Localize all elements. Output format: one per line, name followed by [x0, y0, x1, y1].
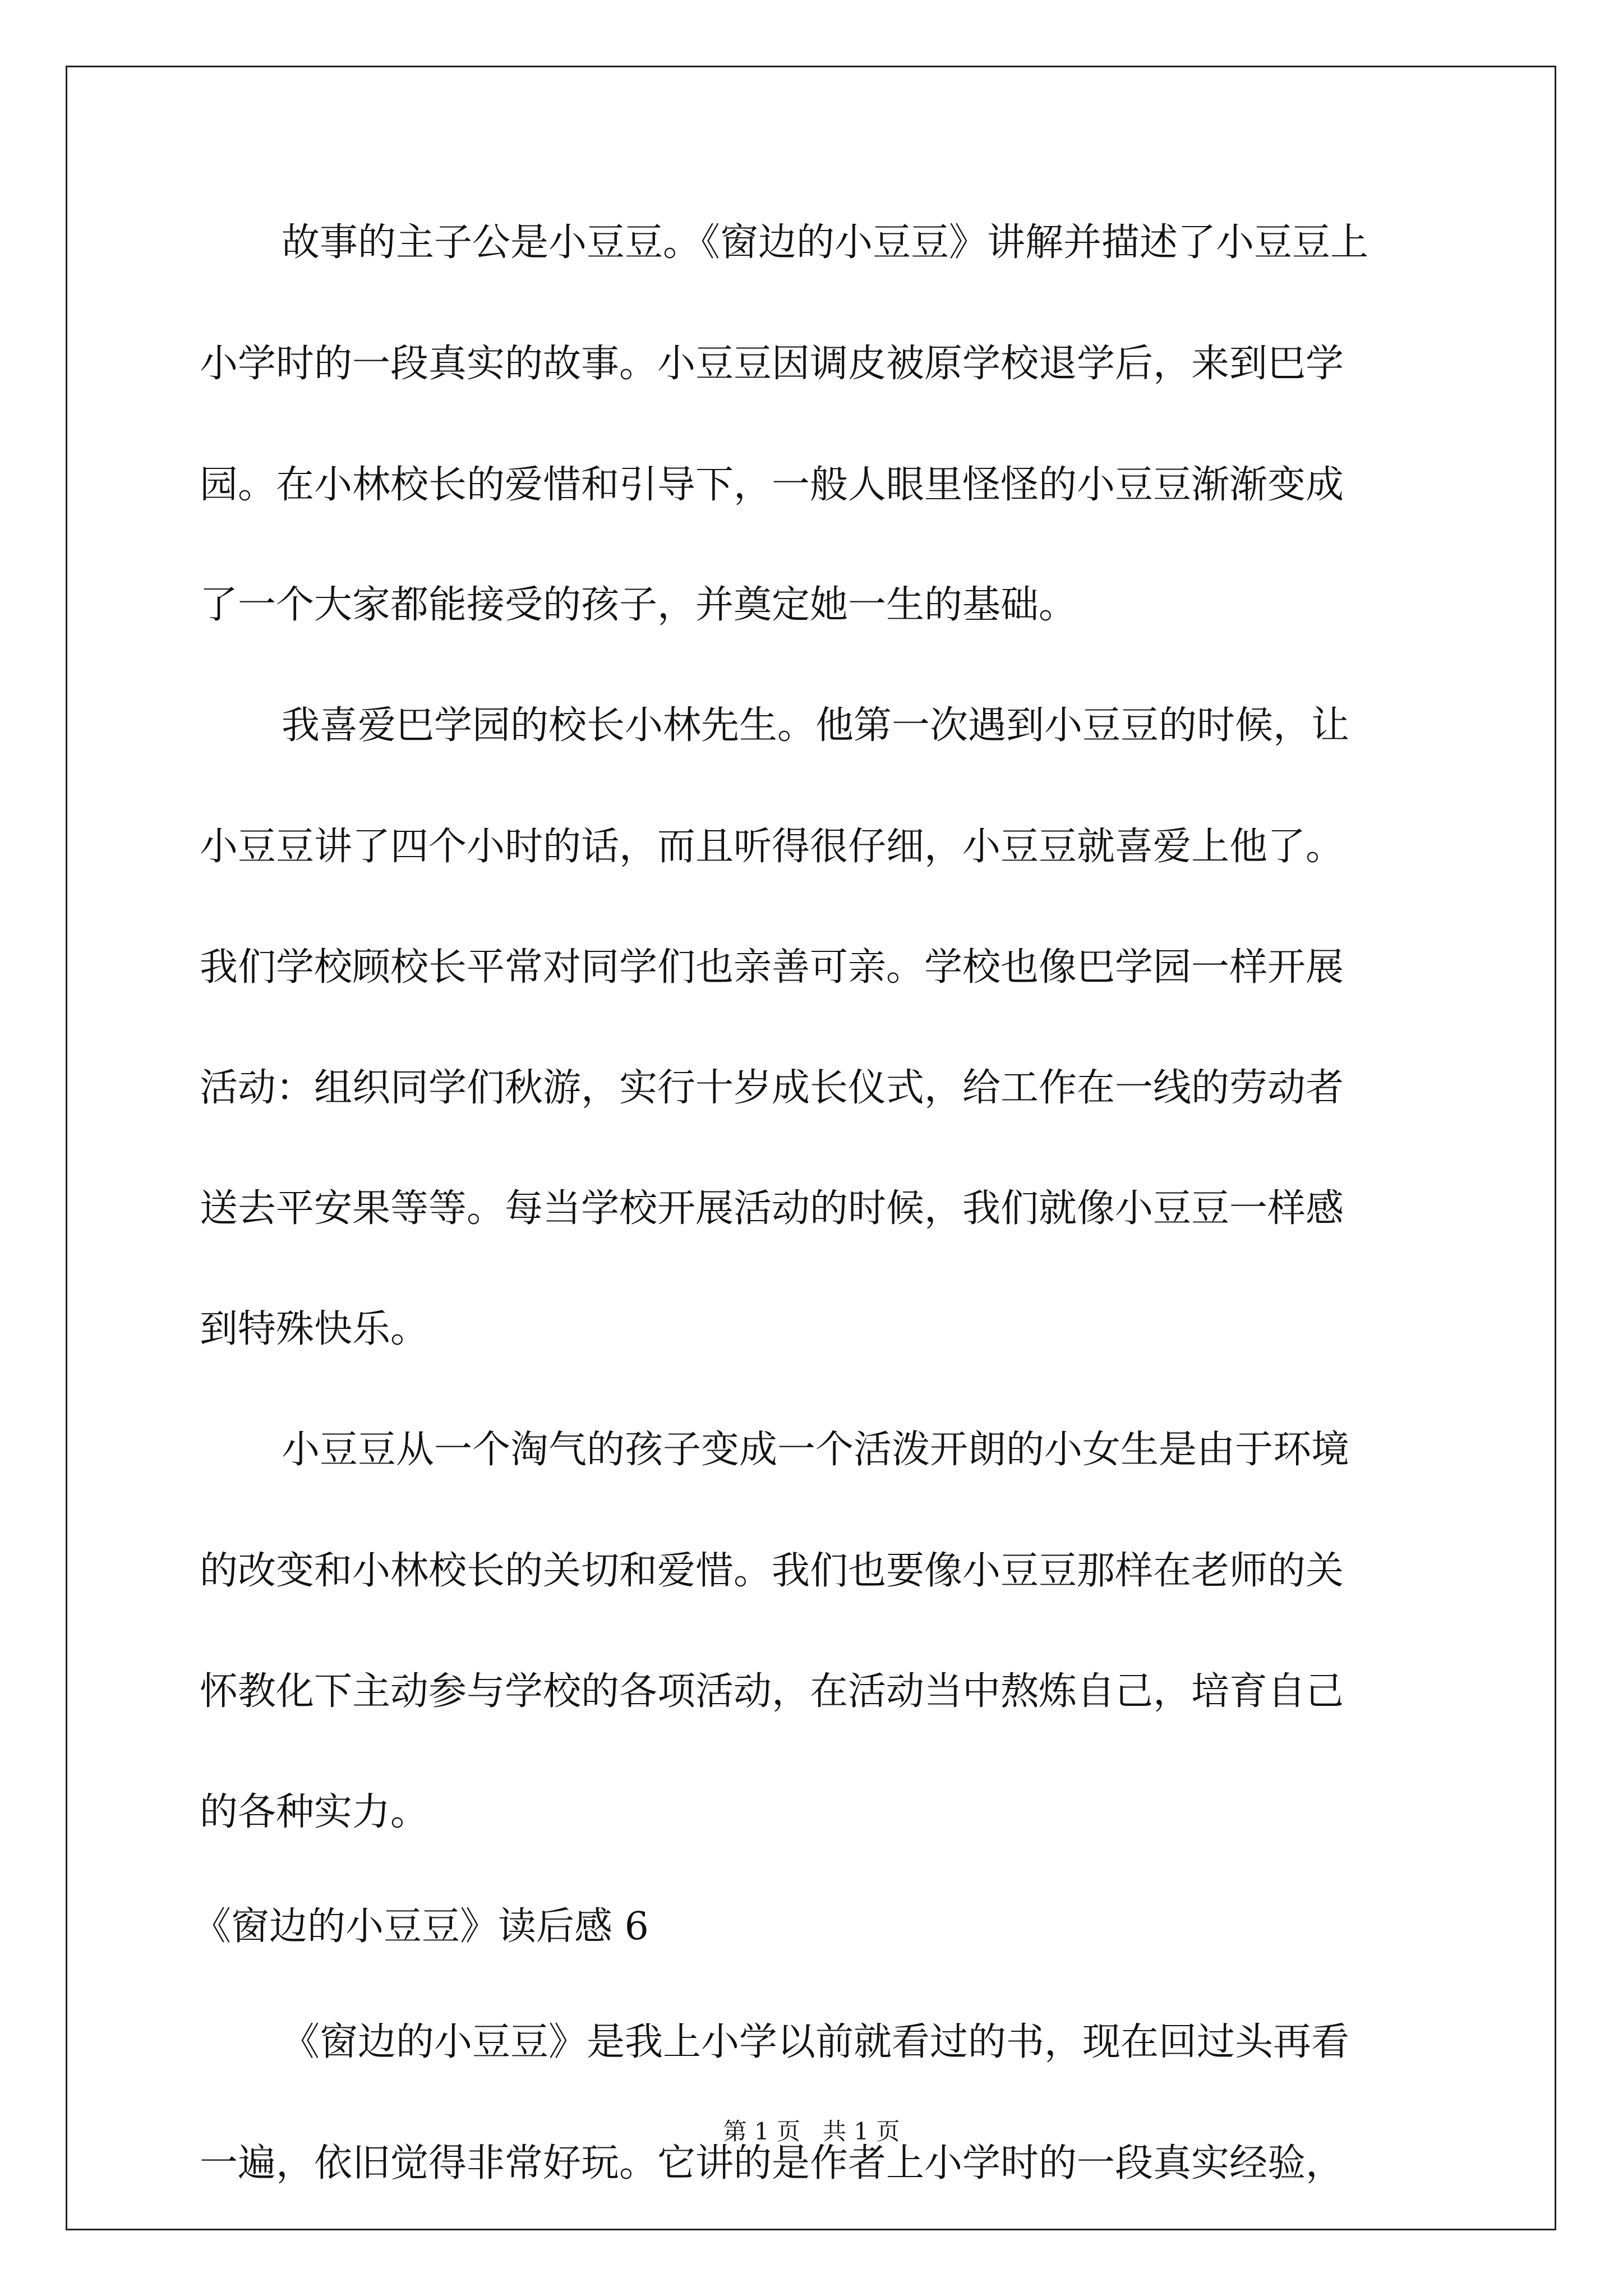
paragraph-3-line-2: 的改变和小林校长的关切和爱惜。我们也要像小豆豆那样在老师的关: [200, 1549, 1344, 1593]
paragraph-4-line-1: 《窗边的小豆豆》是我上小学以前就看过的书，现在回过头再看: [282, 2020, 1350, 2064]
paragraph-2-line-1: 我喜爱巴学园的校长小林先生。他第一次遇到小豆豆的时候，让: [282, 703, 1350, 748]
paragraph-2-line-3: 我们学校顾校长平常对同学们也亲善可亲。学校也像巴学园一样开展: [200, 945, 1344, 990]
paragraph-1-line-1: 故事的主子公是小豆豆。《窗边的小豆豆》讲解并描述了小豆豆上: [282, 220, 1369, 265]
paragraph-3-line-3: 怀教化下主动参与学校的各项活动，在活动当中熬炼自己，培育自己: [200, 1669, 1344, 1714]
page-number-footer: 第 1 页 共 1 页: [723, 2118, 900, 2145]
section-heading: 《窗边的小豆豆》读后感 6: [193, 1904, 649, 1949]
paragraph-1-line-3: 园。在小林校长的爱惜和引导下，一般人眼里怪怪的小豆豆渐渐变成: [200, 463, 1344, 507]
paragraph-2-line-2: 小豆豆讲了四个小时的话，而且听得很仔细，小豆豆就喜爱上他了。: [200, 825, 1344, 869]
paragraph-1-line-2: 小学时的一段真实的故事。小豆豆因调皮被原学校退学后，来到巴学: [200, 342, 1344, 386]
paragraph-2-line-4: 活动：组织同学们秋游，实行十岁成长仪式，给工作在一线的劳动者: [200, 1066, 1344, 1110]
paragraph-3-line-1: 小豆豆从一个淘气的孩子变成一个活泼开朗的小女生是由于环境: [282, 1428, 1350, 1472]
paragraph-4-line-2: 一遍，依旧觉得非常好玩。它讲的是作者上小学时的一段真实经验，: [200, 2141, 1344, 2185]
paragraph-3-line-4: 的各种实力。: [200, 1790, 429, 1834]
paragraph-2-line-6: 到特殊快乐。: [200, 1307, 429, 1351]
paragraph-1-line-4: 了一个大家都能接受的孩子，并奠定她一生的基础。: [200, 583, 1077, 627]
paragraph-2-line-5: 送去平安果等等。每当学校开展活动的时候，我们就像小豆豆一样感: [200, 1186, 1344, 1231]
